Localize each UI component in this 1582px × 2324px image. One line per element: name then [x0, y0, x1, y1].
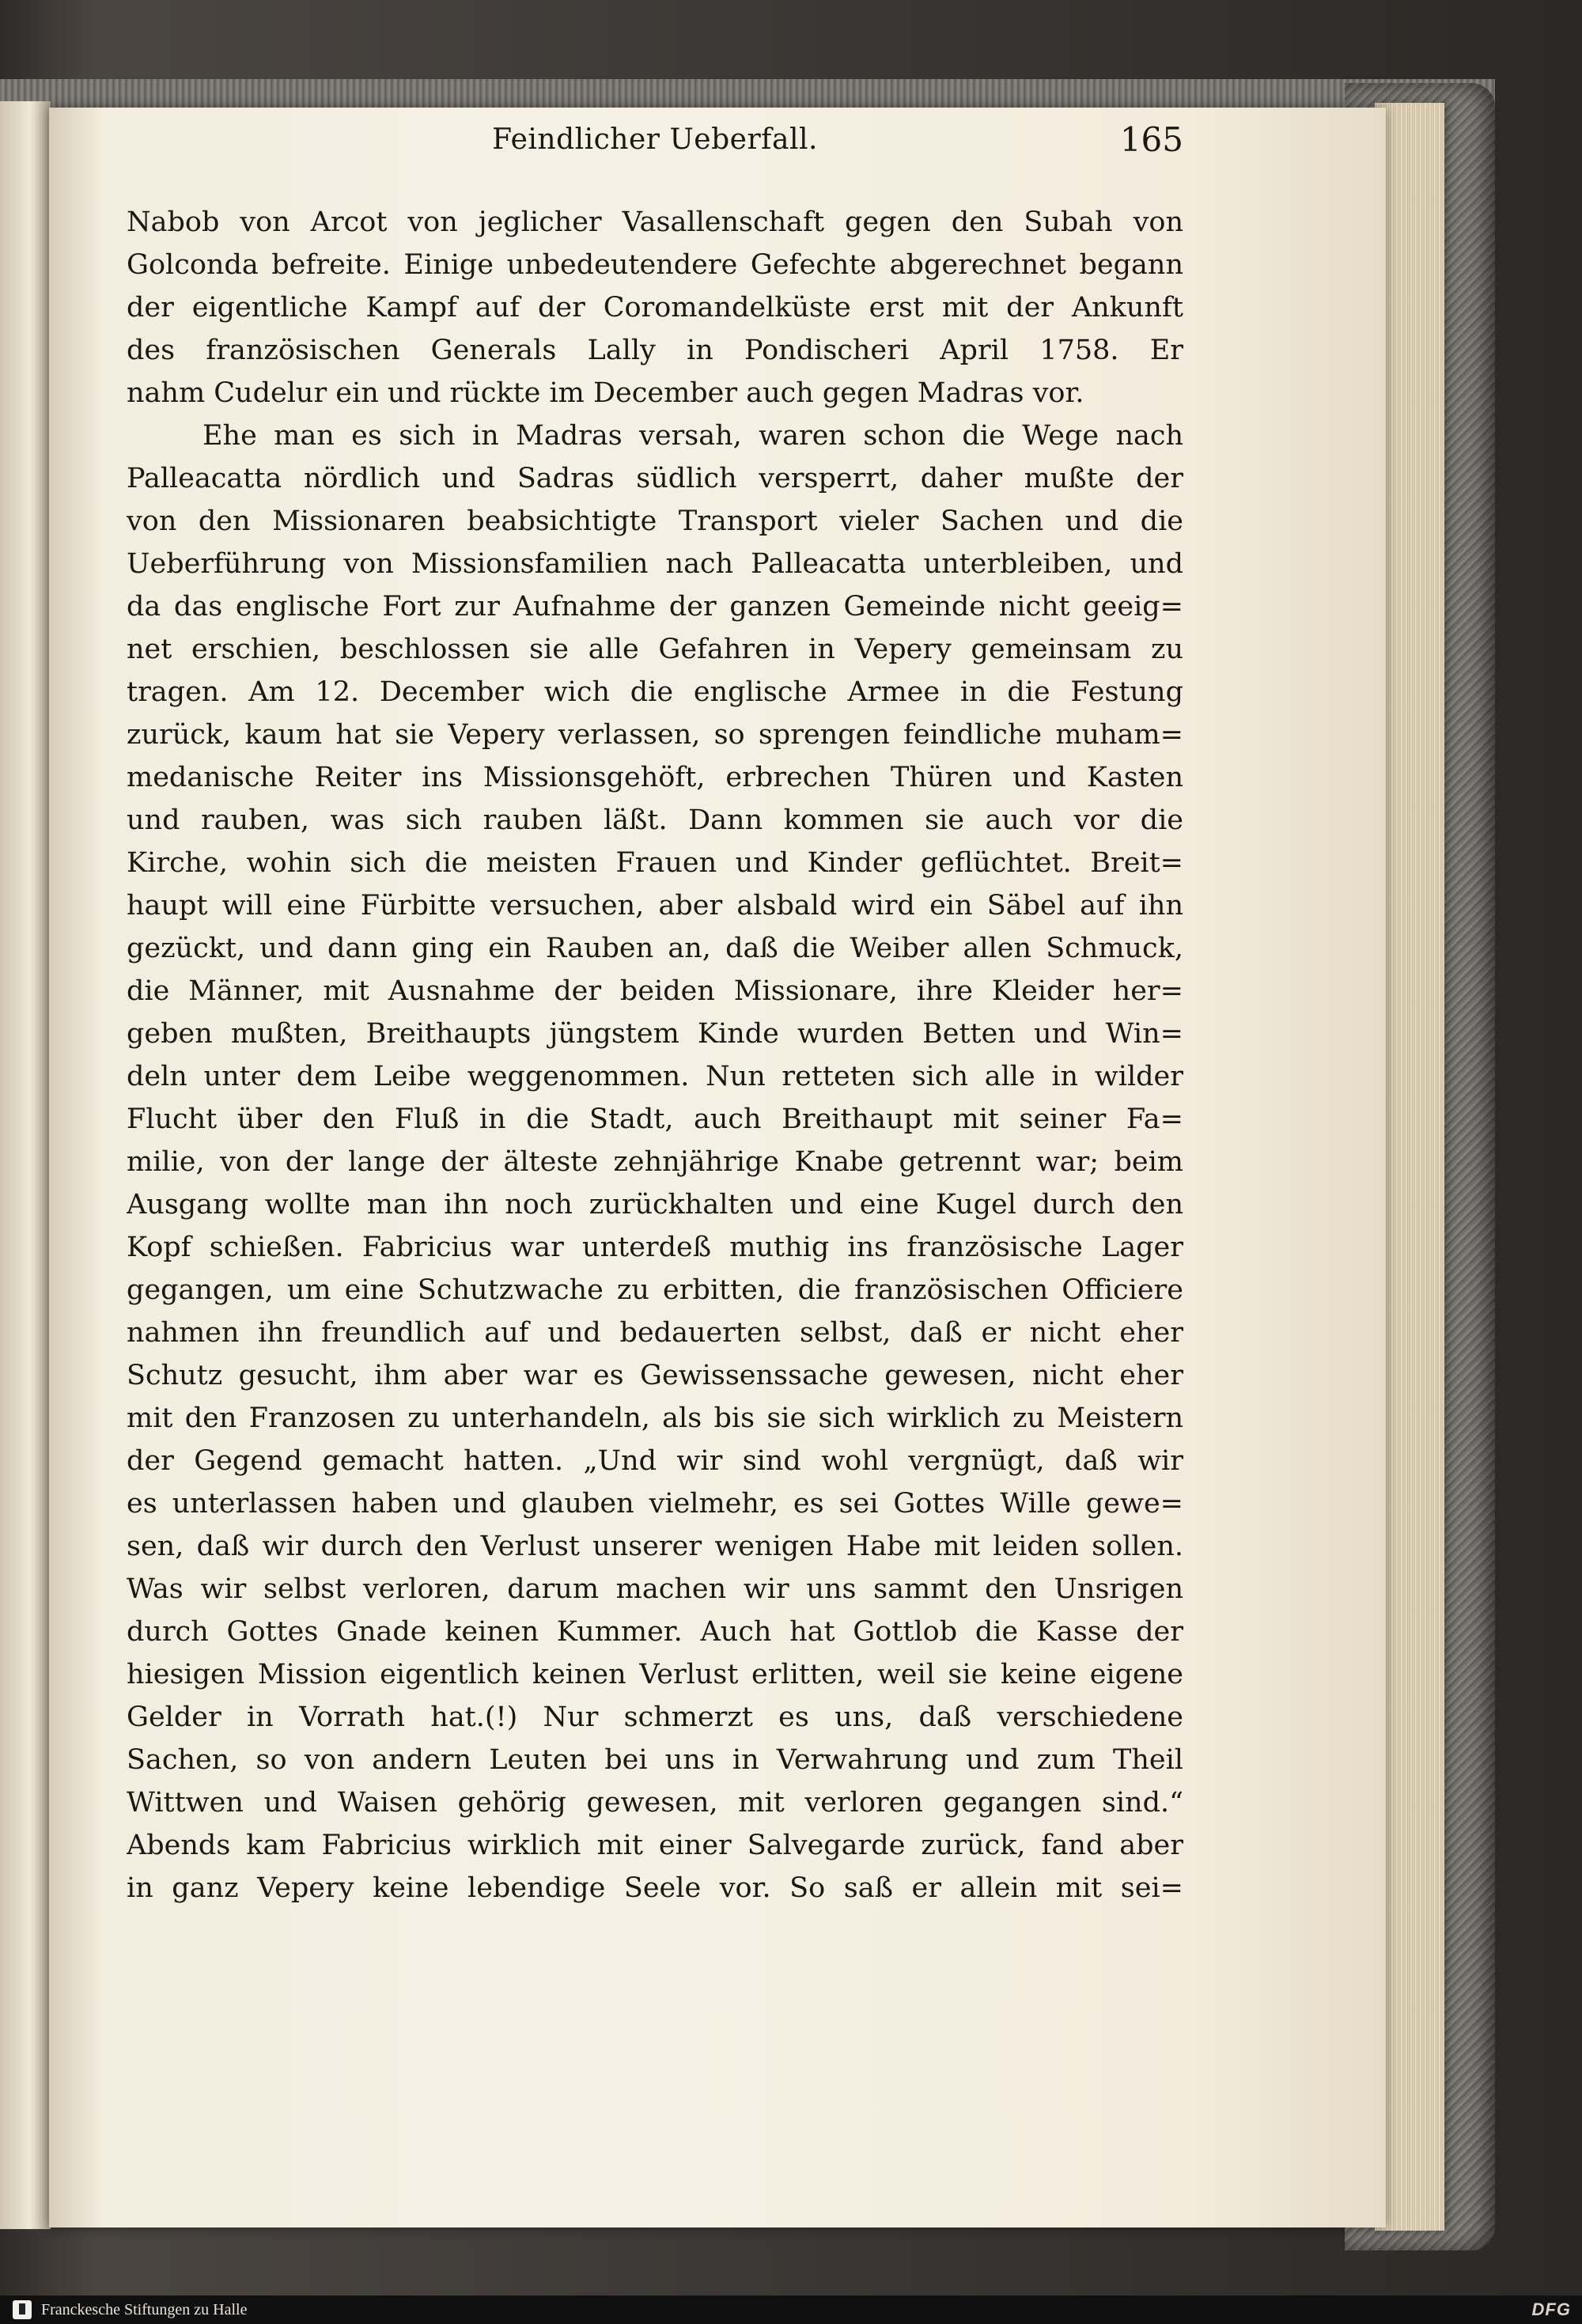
- text-line: medanische Reiter ins Missionsgehöft, erbrechen Thüren und Kasten: [127, 762, 1183, 793]
- text-line: die Männer, mit Ausnahme der beiden Missionare, ihre Kleider her=: [127, 975, 1183, 1007]
- text-line: Palleacatta nördlich und Sadras südlich versperrt, daher mußte der: [127, 463, 1183, 494]
- body-text: [127, 201, 1183, 1910]
- text-line: Golconda befreite. Einige unbedeutendere Gefechte abgerechnet begann: [127, 249, 1183, 281]
- text-line: Ueberführung von Missionsfamilien nach Palleacatta unterbleiben, und: [127, 548, 1183, 580]
- text-line: Gelder in Vorrath hat.(!) Nur schmerzt es uns, daß verschiedene: [127, 1701, 1183, 1733]
- text-line: geben mußten, Breithaupts jüngstem Kinde wurden Betten und Win=: [127, 1018, 1183, 1050]
- text-line: nahmen ihn freundlich auf und bedauerten selbst, daß er nicht eher: [127, 1317, 1183, 1349]
- footer-bar: [0, 2296, 1582, 2324]
- text-line: hiesigen Mission eigentlich keinen Verlust erlitten, weil sie keine eigene: [127, 1659, 1183, 1690]
- text-line: Kopf schießen. Fabricius war unterdeß muthig ins französische Lager: [127, 1232, 1183, 1263]
- text-line: nahm Cudelur ein und rückte im December auch gegen Madras vor.: [127, 377, 1084, 409]
- book-cover-top-edge: [0, 79, 1495, 111]
- text-line: Wittwen und Waisen gehörig gewesen, mit verloren gegangen sind.“: [127, 1787, 1183, 1819]
- text-line: der eigentliche Kampf auf der Coromandelküste erst mit der Ankunft: [127, 292, 1183, 324]
- text-line: von den Missionaren beabsichtigte Transport vieler Sachen und die: [127, 505, 1183, 537]
- running-head: [127, 120, 1183, 171]
- left-facing-page: [0, 101, 51, 2229]
- text-line: tragen. Am 12. December wich die englische Armee in die Festung: [127, 676, 1183, 708]
- text-line: mit den Franzosen zu unterhandeln, als bis sie sich wirklich zu Meistern: [127, 1402, 1183, 1434]
- text-line: gezückt, und dann ging ein Rauben an, daß die Weiber allen Schmuck,: [127, 933, 1183, 964]
- text-line: milie, von der lange der älteste zehnjährige Knabe getrennt war; beim: [127, 1146, 1183, 1178]
- text-line: Was wir selbst verloren, darum machen wir uns sammt den Unsrigen: [127, 1573, 1183, 1605]
- text-line: sen, daß wir durch den Verlust unserer wenigen Habe mit leiden sollen.: [127, 1531, 1183, 1562]
- text-line: Nabob von Arcot von jeglicher Vasallenschaft gegen den Subah von: [127, 206, 1183, 238]
- text-line: es unterlassen haben und glauben vielmehr, es sei Gottes Wille gewe=: [127, 1488, 1183, 1520]
- text-line: Kirche, wohin sich die meisten Frauen und Kinder geflüchtet. Breit=: [127, 847, 1183, 879]
- text-line: in ganz Vepery keine lebendige Seele vor. So saß er allein mit sei=: [127, 1872, 1183, 1904]
- text-line: durch Gottes Gnade keinen Kummer. Auch hat Gottlob die Kasse der: [127, 1616, 1183, 1648]
- page-number: 165: [1119, 120, 1183, 159]
- text-line: des französischen Generals Lally in Pondischeri April 1758. Er: [127, 335, 1183, 366]
- footer-institution: Franckesche Stiftungen zu Halle: [41, 2301, 248, 2318]
- text-line: Ausgang wollte man ihn noch zurückhalten und eine Kugel durch den: [127, 1189, 1183, 1221]
- institution-logo-icon: [13, 2300, 32, 2319]
- text-line: Ehe man es sich in Madras versah, waren schon die Wege nach: [202, 420, 1183, 452]
- text-line: net erschien, beschlossen sie alle Gefahren in Vepery gemeinsam zu: [127, 634, 1183, 665]
- text-line: da das englische Fort zur Aufnahme der ganzen Gemeinde nicht geeig=: [127, 591, 1183, 623]
- text-line: Flucht über den Fluß in die Stadt, auch Breithaupt mit seiner Fa=: [127, 1103, 1183, 1135]
- text-line: der Gegend gemacht hatten. „Und wir sind wohl vergnügt, daß wir: [127, 1445, 1183, 1477]
- text-line: gegangen, um eine Schutzwache zu erbitten, die französischen Officiere: [127, 1274, 1183, 1306]
- dfg-logo: DFG: [1531, 2299, 1571, 2319]
- running-title: Feindlicher Ueberfall.: [492, 123, 818, 156]
- text-line: Sachen, so von andern Leuten bei uns in Verwahrung und zum Theil: [127, 1744, 1183, 1776]
- text-line: Schutz gesucht, ihm aber war es Gewissenssache gewesen, nicht eher: [127, 1360, 1183, 1391]
- text-line: und rauben, was sich rauben läßt. Dann kommen sie auch vor die: [127, 804, 1183, 836]
- text-line: haupt will eine Fürbitte versuchen, aber alsbald wird ein Säbel auf ihn: [127, 890, 1183, 922]
- text-line: Abends kam Fabricius wirklich mit einer Salvegarde zurück, fand aber: [127, 1830, 1183, 1861]
- text-line: zurück, kaum hat sie Vepery verlassen, so sprengen feindliche muham=: [127, 719, 1183, 751]
- text-line: deln unter dem Leibe weggenommen. Nun retteten sich alle in wilder: [127, 1061, 1183, 1092]
